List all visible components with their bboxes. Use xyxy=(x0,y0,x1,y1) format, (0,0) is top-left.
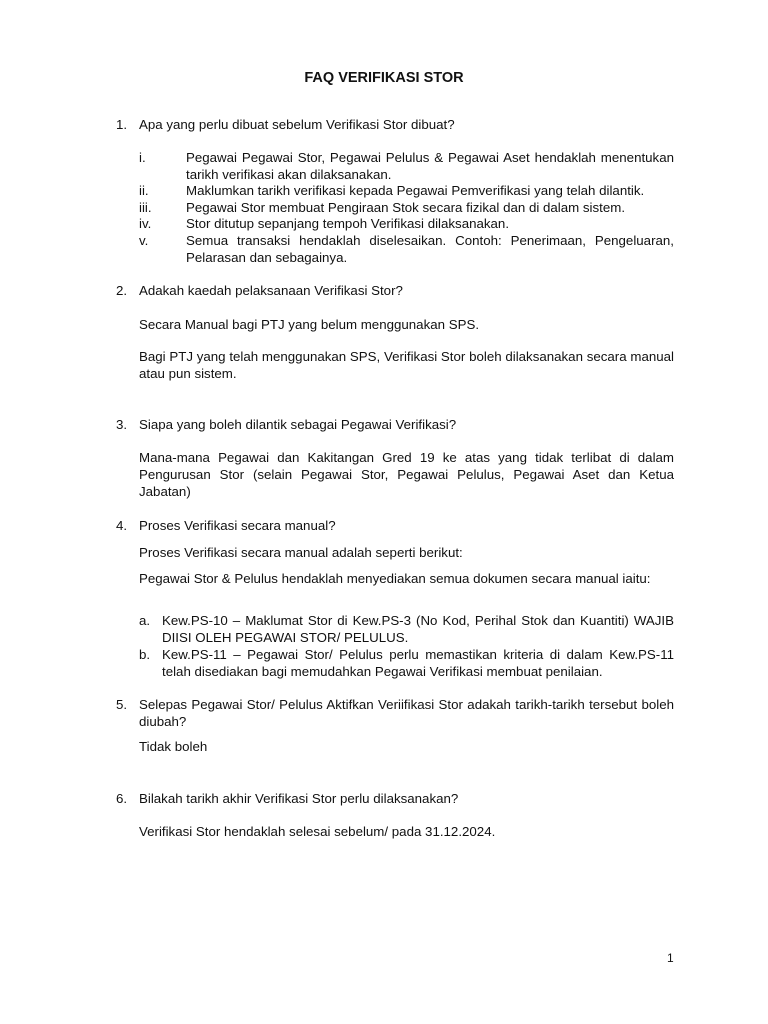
page-number: 1 xyxy=(667,951,674,965)
answer-paragraph: Verifikasi Stor hendaklah selesai sebelum/ pada 31.12.2024. xyxy=(139,824,496,839)
answer-paragraph: Mana-mana Pegawai dan Kakitangan Gred 19 ke atas yang tidak terlibat di dalam Pengurusan Stor (selain Pegawai Stor, Pegawai Pelulus, Pegawai Aset dan Ketua Jabatan) xyxy=(139,450,674,499)
answer-paragraph: Secara Manual bagi PTJ yang belum menggunakan SPS. xyxy=(139,317,480,332)
list-item: Semua transaksi hendaklah diselesaikan. Contoh: Penerimaan, Pengeluaran, Pelarasan dan sebagainya. xyxy=(186,233,674,265)
question-number: 6. xyxy=(116,791,128,806)
list-item: Kew.PS-11 – Pegawai Stor/ Pelulus perlu memastikan kriteria di dalam Kew.PS-11 telah disediakan bagi memudahkan Pegawai Verifikasi membuat penilaian. xyxy=(162,647,674,679)
question-4: Proses Verifikasi secara manual? xyxy=(139,518,336,533)
question-1: Apa yang perlu dibuat sebelum Verifikasi Stor dibuat? xyxy=(139,117,455,132)
list-item: Stor ditutup sepanjang tempoh Verifikasi dilaksanakan. xyxy=(186,216,510,231)
question-6: Bilakah tarikh akhir Verifikasi Stor perlu dilaksanakan? xyxy=(139,791,459,806)
answer-paragraph: Bagi PTJ yang telah menggunakan SPS, Verifikasi Stor boleh dilaksanakan secara manual atau pun sistem. xyxy=(139,349,674,381)
list-marker: iv. xyxy=(139,216,152,231)
list-item: Pegawai Stor membuat Pengiraan Stok secara fizikal dan di dalam sistem. xyxy=(186,200,626,215)
answer-paragraph: Proses Verifikasi secara manual adalah seperti berikut: xyxy=(139,545,463,560)
page-title: FAQ VERIFIKASI STOR xyxy=(304,70,464,86)
list-marker: b. xyxy=(139,647,151,662)
question-number: 5. xyxy=(116,697,128,712)
list-item: Maklumkan tarikh verifikasi kepada Pegawai Pemverifikasi yang telah dilantik. xyxy=(186,183,645,198)
list-item: Kew.PS-10 – Maklumat Stor di Kew.PS-3 (No Kod, Perihal Stok dan Kuantiti) WAJIB DIISI OLEH PEGAWAI STOR/ PELULUS. xyxy=(162,613,674,645)
list-marker: iii. xyxy=(139,200,152,215)
question-5: Selepas Pegawai Stor/ Pelulus Aktifkan Veriifikasi Stor adakah tarikh-tarikh tersebut boleh diubah? xyxy=(139,697,674,729)
question-3: Siapa yang boleh dilantik sebagai Pegawai Verifikasi? xyxy=(139,417,457,432)
list-marker: ii. xyxy=(139,183,149,198)
list-marker: i. xyxy=(139,150,146,165)
list-item: Pegawai Pegawai Stor, Pegawai Pelulus & Pegawai Aset hendaklah menentukan tarikh verifikasi akan dilaksanakan. xyxy=(186,150,674,182)
question-number: 1. xyxy=(116,117,128,132)
question-number: 4. xyxy=(116,518,128,533)
question-number: 3. xyxy=(116,417,128,432)
answer-paragraph: Pegawai Stor & Pelulus hendaklah menyediakan semua dokumen secara manual iaitu: xyxy=(139,571,651,586)
answer-paragraph: Tidak boleh xyxy=(139,739,208,754)
list-marker: a. xyxy=(139,613,151,628)
question-2: Adakah kaedah pelaksanaan Verifikasi Stor? xyxy=(139,283,403,298)
question-number: 2. xyxy=(116,283,128,298)
list-marker: v. xyxy=(139,233,149,248)
